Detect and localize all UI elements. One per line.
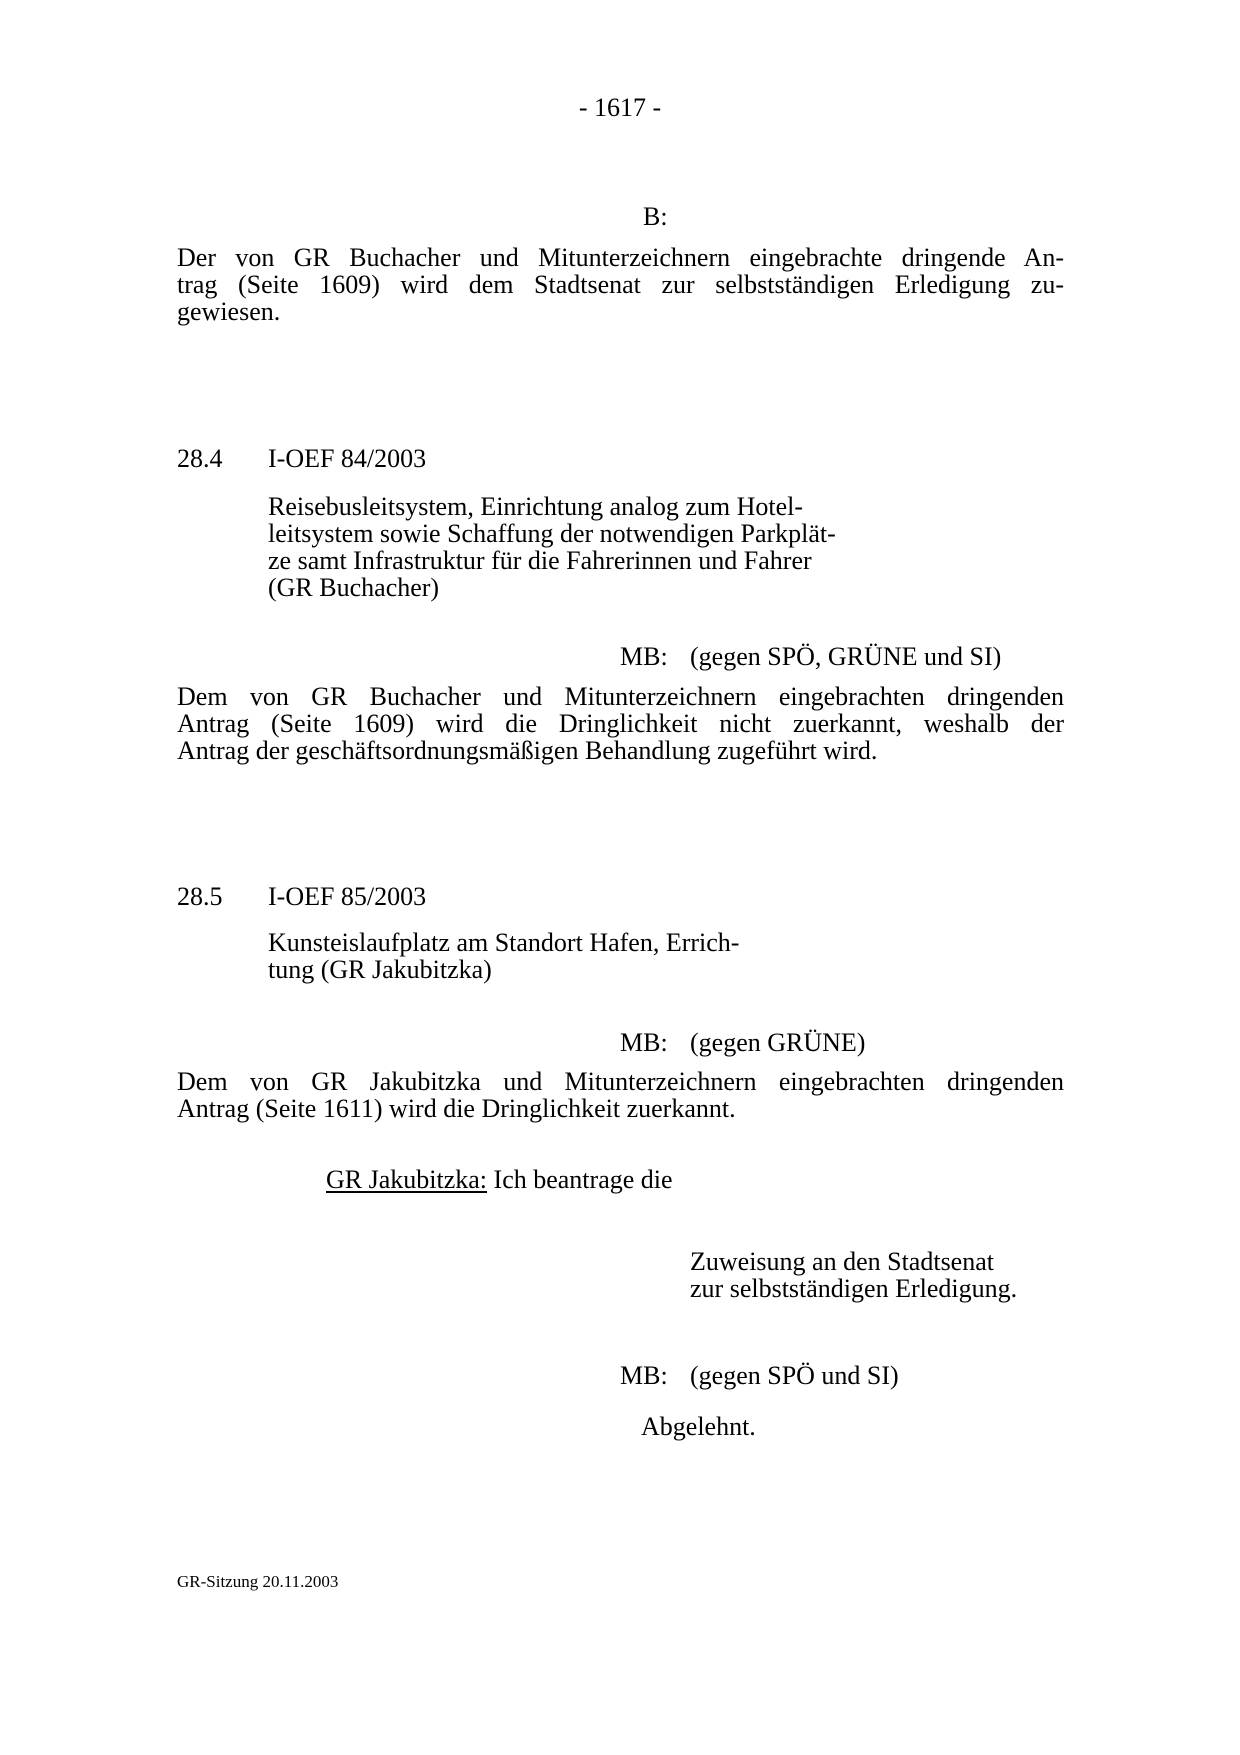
page-number: - 1617 -	[578, 93, 662, 122]
mb-text: (gegen GRÜNE)	[690, 1028, 866, 1057]
subject-line: ze samt Infrastruktur für die Fahrerinnen und Fahrer	[268, 546, 812, 575]
item-number: 28.5	[177, 882, 223, 911]
section-b-paragraph	[177, 244, 1064, 325]
subject-line: leitsystem sowie Schaffung der notwendigen Parkplät-	[268, 519, 836, 548]
paragraph-line: trag (Seite 1609) wird dem Stadtsenat zur selbstständigen Erledigung zu-	[177, 270, 1064, 299]
speaker-name: GR Jakubitzka:	[326, 1165, 488, 1194]
motion-line: Zuweisung an den Stadtsenat	[690, 1247, 994, 1276]
paragraph-line: Dem von GR Buchacher und Mitunterzeichnern eingebrachten dringenden	[177, 682, 1064, 711]
subject-line: tung (GR Jakubitzka)	[268, 955, 492, 984]
footer: GR-Sitzung 20.11.2003	[177, 1572, 339, 1591]
speaker-statement	[326, 1166, 673, 1193]
item-reference: I-OEF 85/2003	[268, 882, 427, 911]
paragraph-line: Antrag (Seite 1611) wird die Dringlichkeit zuerkannt.	[177, 1094, 736, 1123]
subject-line: (GR Buchacher)	[268, 573, 440, 602]
item-subject	[268, 493, 836, 601]
vote-text: (gegen SPÖ und SI)	[690, 1361, 899, 1390]
decision-paragraph	[177, 683, 1064, 764]
paragraph-line: gewiesen.	[177, 297, 281, 326]
paragraph-line: Antrag (Seite 1609) wird die Dringlichkeit nicht zuerkannt, weshalb der	[177, 709, 1064, 738]
speech-text: Ich beantrage die	[493, 1165, 673, 1194]
item-reference: I-OEF 84/2003	[268, 444, 427, 473]
motion-text	[690, 1248, 1017, 1302]
motion-line: zur selbstständigen Erledigung.	[690, 1274, 1018, 1303]
mb-label: MB:	[620, 642, 668, 671]
subject-line: Kunsteislaufplatz am Standort Hafen, Errich-	[268, 928, 740, 957]
paragraph-line: Antrag der geschäftsordnungsmäßigen Behandlung zugeführt wird.	[177, 736, 878, 765]
section-b-label: B:	[643, 202, 668, 231]
mb-label: MB:	[620, 1028, 668, 1057]
vote-result: Abgelehnt.	[641, 1412, 756, 1441]
vote-label: MB:	[620, 1361, 668, 1390]
item-subject	[268, 929, 739, 983]
paragraph-line: Dem von GR Jakubitzka und Mitunterzeichnern eingebrachten dringenden	[177, 1067, 1064, 1096]
subject-line: Reisebusleitsystem, Einrichtung analog zum Hotel-	[268, 492, 804, 521]
item-number: 28.4	[177, 444, 223, 473]
paragraph-line: Der von GR Buchacher und Mitunterzeichnern eingebrachte dringende An-	[177, 243, 1064, 272]
decision-paragraph	[177, 1068, 1064, 1122]
mb-text: (gegen SPÖ, GRÜNE und SI)	[690, 642, 1002, 671]
